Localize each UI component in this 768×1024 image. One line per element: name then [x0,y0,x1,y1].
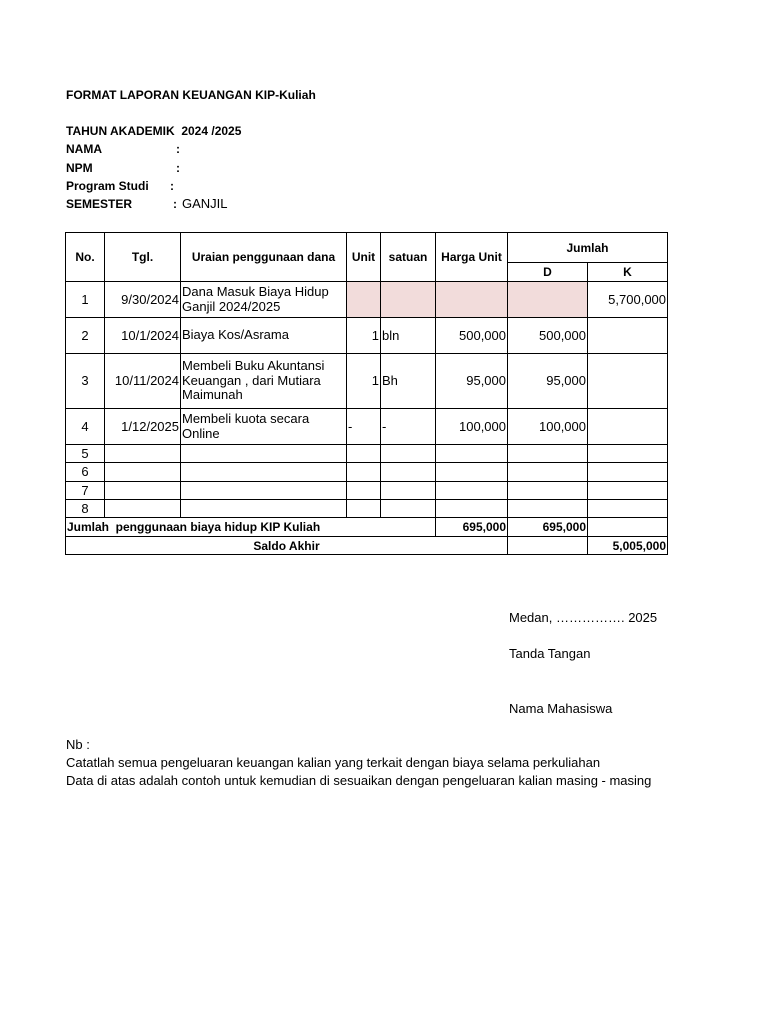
signature-label: Tanda Tangan [509,646,591,661]
cell-unit: 1 [347,318,381,354]
cell-uraian: Membeli kuota secara Online [181,409,347,445]
header-no: No. [66,233,105,282]
header-uraian: Uraian penggunaan dana [181,233,347,282]
cell-unit [347,463,381,482]
cell-harga-unit: 95,000 [436,354,508,409]
cell-harga-unit: 500,000 [436,318,508,354]
cell-kredit [588,482,668,500]
saldo-row [66,537,668,555]
cell-tgl: 1/12/2025 [105,409,181,445]
notes-line-1: Catatlah semua pengeluaran keuangan kalian yang terkait dengan biaya selama perkuliahan [66,755,601,770]
total-label: Jumlah penggunaan biaya hidup KIP Kuliah [66,518,436,537]
cell-no: 7 [66,482,105,500]
table-row [66,318,668,354]
total-harga-unit: 695,000 [436,518,508,537]
cell-uraian [181,463,347,482]
cell-debit [508,445,588,463]
cell-kredit [588,445,668,463]
semester-label: SEMESTER [66,197,133,211]
cell-tgl: 10/1/2024 [105,318,181,354]
cell-debit [508,500,588,518]
cell-satuan [381,500,436,518]
cell-harga-unit [436,445,508,463]
saldo-debit [508,537,588,555]
cell-debit [508,482,588,500]
cell-debit: 100,000 [508,409,588,445]
table-row [66,354,668,409]
header-jumlah: Jumlah [508,233,668,263]
nama-colon: : [176,142,180,156]
cell-kredit [588,500,668,518]
table-row [66,463,668,482]
header-kredit: K [588,263,668,282]
cell-no: 6 [66,463,105,482]
cell-debit: 95,000 [508,354,588,409]
cell-tgl: 10/11/2024 [105,354,181,409]
notes-label: Nb : [66,737,90,752]
table-row [66,409,668,445]
header-unit: Unit [347,233,381,282]
program-studi-colon: : [170,179,174,193]
table-row [66,482,668,500]
cell-satuan: bln [381,318,436,354]
header-satuan: satuan [381,233,436,282]
cell-unit: 1 [347,354,381,409]
cell-unit [347,500,381,518]
program-studi-label: Program Studi [66,179,149,193]
cell-debit [508,282,588,318]
cell-kredit [588,318,668,354]
saldo-label: Saldo Akhir [66,537,508,555]
npm-colon: : [176,161,180,175]
nama-label: NAMA [66,142,102,156]
cell-harga-unit [436,482,508,500]
cell-no: 8 [66,500,105,518]
saldo-kredit: 5,005,000 [588,537,668,555]
cell-harga-unit [436,463,508,482]
header-harga-unit: Harga Unit [436,233,508,282]
semester-value: GANJIL [182,196,228,211]
cell-uraian: Dana Masuk Biaya Hidup Ganjil 2024/2025 [181,282,347,318]
report-title: FORMAT LAPORAN KEUANGAN KIP-Kuliah [66,88,316,102]
cell-satuan [381,463,436,482]
cell-satuan [381,445,436,463]
cell-tgl [105,500,181,518]
academic-year: TAHUN AKADEMIK 2024 /2025 [66,124,242,138]
cell-unit [347,482,381,500]
cell-tgl: 9/30/2024 [105,282,181,318]
cell-satuan [381,282,436,318]
cell-no: 3 [66,354,105,409]
cell-debit [508,463,588,482]
cell-uraian [181,500,347,518]
table-row [66,445,668,463]
cell-tgl [105,482,181,500]
notes-line-2: Data di atas adalah contoh untuk kemudian di sesuaikan dengan pengeluaran kalian masing - masing [66,773,652,788]
total-kredit [588,518,668,537]
cell-kredit [588,463,668,482]
cell-no: 5 [66,445,105,463]
table-row [66,282,668,318]
header-tgl: Tgl. [105,233,181,282]
table-header-row [66,233,668,263]
npm-label: NPM [66,161,93,175]
cell-uraian: Membeli Buku Akuntansi Keuangan , dari Mutiara Maimunah [181,354,347,409]
cell-satuan [381,482,436,500]
cell-tgl [105,445,181,463]
cell-uraian: Biaya Kos/Asrama [181,318,347,354]
header-debit: D [508,263,588,282]
table-row [66,500,668,518]
cell-harga-unit [436,500,508,518]
cell-debit: 500,000 [508,318,588,354]
cell-no: 2 [66,318,105,354]
cell-harga-unit: 100,000 [436,409,508,445]
cell-no: 1 [66,282,105,318]
semester-colon: : [173,197,177,211]
cell-kredit [588,354,668,409]
cell-no: 4 [66,409,105,445]
total-row [66,518,668,537]
cell-kredit [588,409,668,445]
place-date: Medan, ……………. 2025 [509,610,658,625]
cell-kredit: 5,700,000 [588,282,668,318]
cell-tgl [105,463,181,482]
cell-satuan: - [381,409,436,445]
cell-unit [347,282,381,318]
cell-satuan: Bh [381,354,436,409]
financial-report-table [65,232,668,555]
cell-uraian [181,482,347,500]
cell-harga-unit [436,282,508,318]
student-name-label: Nama Mahasiswa [509,701,613,716]
cell-uraian [181,445,347,463]
cell-unit [347,445,381,463]
total-debit: 695,000 [508,518,588,537]
cell-unit: - [347,409,381,445]
